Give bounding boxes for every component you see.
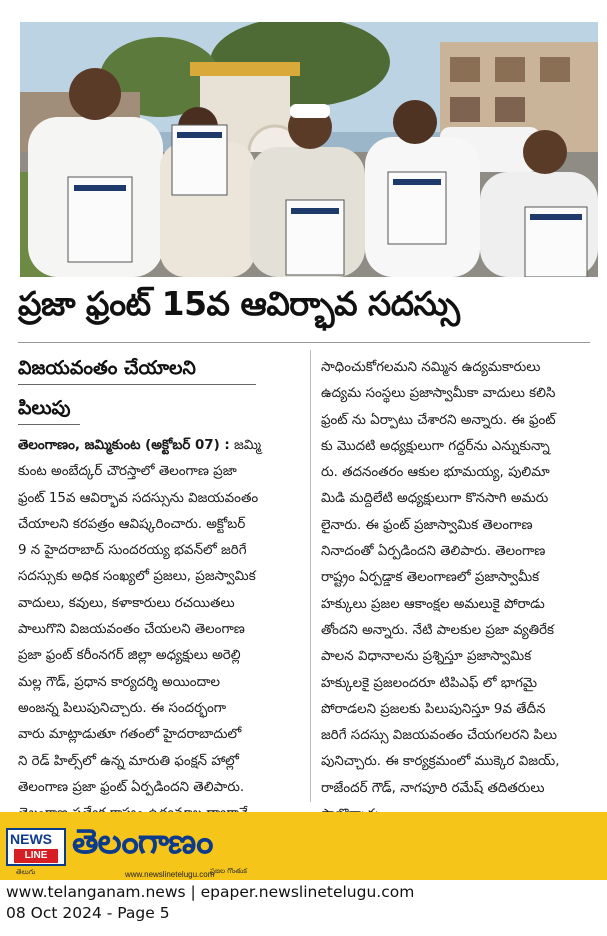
article-line: సదస్సుకు అధిక సంఖ్యలో ప్రజలు, ప్రజస్వామిక — [18, 569, 256, 585]
telanganam-brand: తెలంగాణం — [72, 822, 213, 862]
column-divider — [310, 350, 311, 802]
article-line: పునిచ్చారు. ఈ కార్యక్రమంలో ముక్కెర విజయ్, — [321, 754, 560, 770]
article-line: ని రెడ్ హిల్స్‌లో ఉన్న మారుతి ఫంక్షన్ హాల్లో — [18, 753, 239, 769]
article-line: హక్కులు ప్రజల ఆకాంక్షల అమలుకై పోరాడు — [321, 596, 545, 612]
brand-url[interactable]: www.newslinetelugu.com — [125, 870, 215, 879]
article-line: తోందని అన్నారు. నేటి పాలకుల ప్రజా వ్యతిరేక — [321, 622, 555, 638]
article-line: నినాదంతో ఏర్పడిందని తెలిపారు. తెలంగాణ — [321, 544, 546, 560]
footer-date-page: 08 Oct 2024 - Page 5 — [6, 904, 170, 922]
article-left-column — [18, 433, 302, 827]
subheading-underline-2 — [18, 424, 80, 425]
dateline: తెలంగాణం, జమ్మికుంట (అక్టోబర్ 07) : — [18, 438, 230, 453]
article-line: ప్రజా ఫ్రంట్ కరీంనగర్ జిల్లా అధ్యక్షులు అరెల్లి — [18, 648, 241, 664]
headline-divider — [18, 342, 590, 343]
headline: ప్రజా ఫ్రంట్ 15వ ఆవిర్భావ సదస్సు — [18, 284, 460, 323]
article-line: పాలుగొని విజయవంతం చేయలని తెలంగాణ — [18, 622, 245, 638]
news-photo — [20, 22, 598, 277]
article-line: లైనారు. ఈ ఫ్రంట్ ప్రజాస్వామిక తెలంగాణ — [321, 517, 533, 533]
article-line: చేయాలని కరపత్రం ఆవిష్కరించారు. అక్టోబర్ — [18, 516, 246, 532]
article-line: తెలంగాణ ప్రజా ఫ్రంట్ ఏర్పడిందని తెలిపారు. — [18, 779, 245, 795]
article-line: మల్ల గౌడ్, ప్రధాన కార్యదర్శి అయిందాల — [18, 674, 221, 690]
article-line: అంజన్న పిలుపునిచ్చారు. ఈ సందర్భంగా — [18, 700, 227, 716]
subheading-line-1: విజయవంతం చేయాలని — [18, 357, 196, 379]
article-line: తెలంగాణం, జమ్మికుంట (అక్టోబర్ 07) : జమ్మి — [18, 438, 262, 453]
article-line: రాజేందర్ గౌడ్, నాగపూరి రమేష్ తదితరులు — [321, 780, 545, 796]
article-line: ఫ్రంట్ 15వ ఆవిర్భావ సదస్సును విజయవంతం — [18, 490, 259, 506]
article-line: సాధించుకోగలమని నమ్మిన ఉద్యమకారులు — [321, 360, 541, 375]
footer-websites[interactable]: www.telanganam.news | epaper.newslinetelugu.com — [6, 883, 415, 901]
logo-telugu-text: తెలుగు — [16, 868, 36, 876]
article-line: జరిగే సదస్సు విజయవంతం చేయగలరని పిలు — [321, 728, 558, 744]
article-line: మిడి మద్దిలేటి అధ్యక్షులుగా కొనసాగి అమరు — [321, 491, 549, 507]
subheading-underline-1 — [18, 384, 256, 385]
article-line: పాలన విధానాలను ప్రశ్నిస్తూ ప్రజాస్వామిక — [321, 649, 532, 665]
article-line: ఫ్రంట్ ను ఏర్పాటు చేశారని అన్నారు. ఈ ఫ్రంట్ — [321, 412, 556, 428]
article-line: రాష్ట్రం ఏర్పడ్డాక తెలంగాణలో ప్రజాస్వామీక — [321, 570, 540, 586]
article-line: కుంట అంబేద్కర్ చౌరస్తాలో తెలంగాణ ప్రజా — [18, 464, 237, 480]
footer — [0, 812, 607, 936]
article-right-column — [321, 355, 599, 828]
brand-tagline: ప్రజల గొంతుక — [210, 867, 247, 875]
logo-news-text: NEWS — [10, 831, 52, 847]
article-line: కు మొదటి అధ్యక్షులుగా గద్దర్‌ను ఎన్నుకున్నా — [321, 438, 550, 454]
article-line: 9 న హైదరాబాద్ సుందరయ్య భవన్‌లో జరిగే — [18, 543, 247, 559]
subheading — [18, 348, 304, 428]
subheading-line-2: పిలుపు — [18, 397, 71, 419]
article-line: రు. తదనంతరం ఆకుల భూమయ్య, పులిమా — [321, 465, 550, 481]
article-line: హక్కులకై ప్రజలందరూ టిపిఎఫ్ లో భాగమై — [321, 675, 538, 691]
logo-line-text: LINE — [14, 849, 58, 863]
article-line: ఉద్యమ సంస్థలు ప్రజాస్వామీకా వాదులు కలిసి — [321, 386, 556, 402]
newsline-logo — [6, 828, 66, 866]
article-line: వారు మాట్లాడుతూ గతంలో హైదరాబాదులో — [18, 727, 242, 743]
news-photo-illustration — [20, 22, 598, 277]
article-line: వాదులు, కవులు, కళాకారులు రచయితలు — [18, 595, 235, 611]
article-line: పోరాడలని ప్రజలకు పిలుపునిస్తూ 9వ తేదీన — [321, 701, 546, 717]
